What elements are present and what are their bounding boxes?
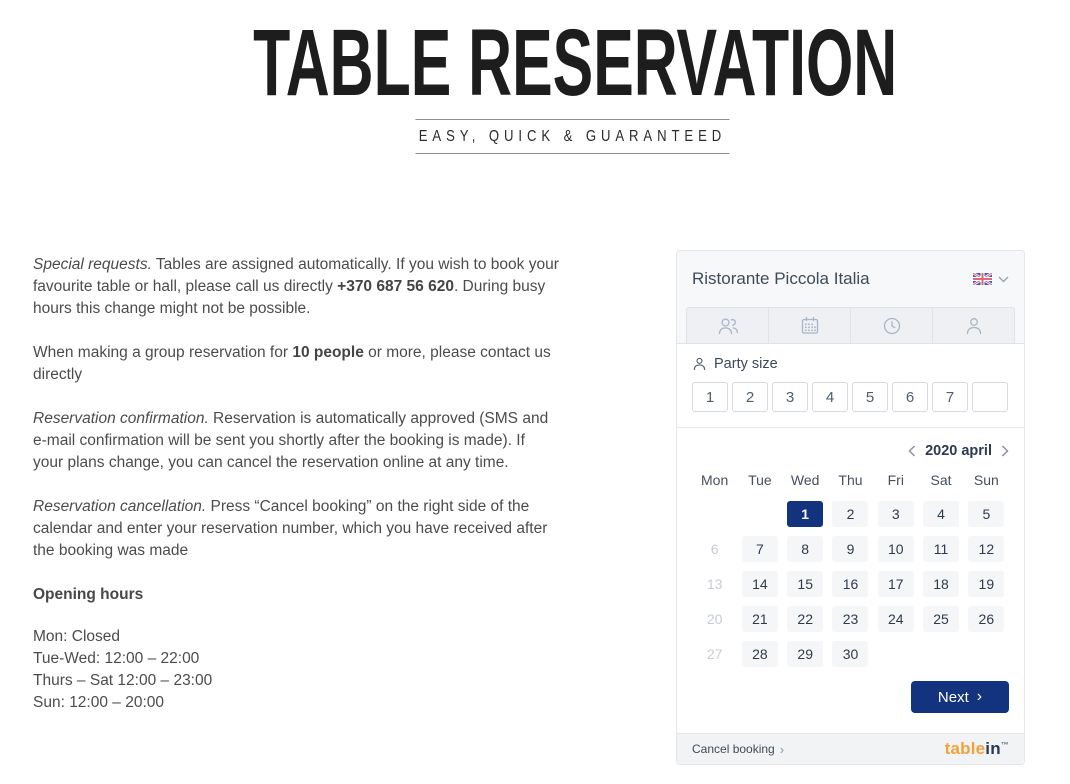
special-requests-text-2: . During busy hours this change might not be possible. (33, 278, 546, 317)
party-size-option-2[interactable]: 2 (732, 382, 768, 412)
calendar-day-16[interactable]: 16 (832, 571, 868, 597)
tab-date[interactable] (769, 308, 851, 343)
opening-hours-line: Mon: Closed (33, 628, 121, 645)
cancellation-lead: Reservation cancellation. (33, 498, 207, 515)
party-size-option-5[interactable]: 5 (852, 382, 888, 412)
calendar-day-10[interactable]: 10 (878, 536, 914, 562)
party-size-option-3[interactable]: 3 (772, 382, 808, 412)
calendar-day-2[interactable]: 2 (832, 501, 868, 527)
uk-flag-icon (973, 273, 992, 285)
weekday-wed: Wed (790, 472, 820, 488)
chevron-down-icon (998, 276, 1009, 283)
calendar-empty-cell (968, 641, 1004, 667)
calendar-nav (692, 442, 1009, 460)
cancel-booking-label: Cancel booking (692, 742, 775, 756)
calendar-empty-cell (923, 641, 959, 667)
weekday-sun: Sun (973, 472, 999, 488)
calendar-day-14[interactable]: 14 (742, 571, 778, 597)
next-month-button[interactable] (1001, 445, 1009, 457)
calendar-day-30[interactable]: 30 (832, 641, 868, 667)
next-chevron-icon: › (976, 687, 983, 705)
group-reservation-text-2: or more, please contact us directly (33, 344, 551, 383)
confirmation-lead: Reservation confirmation. (33, 410, 209, 427)
calendar-day-1-selected[interactable]: 1 (787, 501, 823, 527)
prev-month-button[interactable] (908, 445, 916, 457)
tab-time[interactable] (851, 308, 933, 343)
calendar-icon (799, 315, 821, 337)
calendar-day-23[interactable]: 23 (832, 606, 868, 632)
calendar-empty-cell (742, 501, 778, 527)
calendar-day-11[interactable]: 11 (923, 536, 959, 562)
opening-hours-line: Thurs – Sat 12:00 – 23:00 (33, 672, 213, 689)
opening-hours-line: Tue-Wed: 12:00 – 22:00 (33, 650, 200, 667)
party-size-option-7[interactable]: 7 (932, 382, 968, 412)
calendar-day-20-disabled: 20 (706, 611, 723, 627)
widget-header (677, 251, 1024, 344)
calendar-day-9[interactable]: 9 (832, 536, 868, 562)
person-icon (963, 315, 985, 337)
party-size-icon (692, 356, 707, 372)
calendar-day-26[interactable]: 26 (968, 606, 1004, 632)
calendar-day-4[interactable]: 4 (923, 501, 959, 527)
tablein-logo (945, 739, 1009, 759)
tablein-logo-in: in (985, 739, 1001, 758)
calendar-day-3[interactable]: 3 (878, 501, 914, 527)
weekday-sat: Sat (930, 472, 952, 488)
weekday-mon: Mon (701, 472, 729, 488)
people-icon (716, 315, 740, 337)
weekday-thu: Thu (838, 472, 863, 488)
cancellation-text: Press “Cancel booking” on the right side of the calendar and enter your reservation number, which you have received after the booking was made (33, 498, 548, 559)
special-requests-text: Tables are assigned automatically. If you wish to book your favourite table or hall, please call us directly (33, 256, 559, 295)
page-header (72, 10, 1070, 154)
confirmation-text: Reservation is automatically approved (SMS and e-mail confirmation will be sent you shortly after the booking is made). If your plans change, you can cancel the reservation online at any time. (33, 410, 549, 471)
paragraph-cancellation (33, 496, 559, 562)
paragraph-group-reservation (33, 342, 559, 386)
language-selector[interactable] (973, 273, 1009, 285)
weekday-fri: Fri (887, 472, 904, 488)
party-size-section (677, 344, 1024, 428)
paragraph-confirmation (33, 408, 559, 474)
widget-content (677, 344, 1024, 733)
cancel-booking-link[interactable] (692, 742, 784, 757)
calendar-day-28[interactable]: 28 (742, 641, 778, 667)
calendar-empty-cell (878, 641, 914, 667)
next-button-label: Next (937, 688, 969, 706)
cancel-chevron-icon: › (779, 741, 785, 757)
party-size-option-1[interactable]: 1 (692, 382, 728, 412)
calendar-day-8[interactable]: 8 (787, 536, 823, 562)
special-requests-lead: Special requests. (33, 256, 152, 273)
phone-number: +370 687 56 620 (337, 278, 454, 295)
tablein-logo-table: table (944, 739, 986, 758)
calendar-day-21[interactable]: 21 (742, 606, 778, 632)
calendar-day-24[interactable]: 24 (878, 606, 914, 632)
party-size-options (692, 382, 1009, 427)
party-size-option-4[interactable]: 4 (812, 382, 848, 412)
tab-party-size[interactable] (687, 308, 769, 343)
restaurant-name: Ristorante Piccola Italia (692, 269, 870, 288)
calendar-day-25[interactable]: 25 (923, 606, 959, 632)
page-subtitle: EASY, QUICK & GUARANTEED (415, 119, 729, 154)
weekday-tue: Tue (748, 472, 772, 488)
step-tabs (686, 307, 1015, 344)
party-size-label: Party size (714, 356, 778, 372)
calendar-day-7[interactable]: 7 (742, 536, 778, 562)
booking-widget (676, 250, 1025, 765)
calendar-day-19[interactable]: 19 (968, 571, 1004, 597)
info-text (33, 254, 559, 714)
paragraph-special-requests (33, 254, 559, 320)
next-button[interactable] (911, 681, 1009, 713)
tab-contact-details[interactable] (933, 308, 1014, 343)
opening-hours-line: Sun: 12:00 – 20:00 (33, 694, 165, 711)
clock-icon (881, 315, 903, 337)
calendar-day-27-disabled: 27 (706, 646, 723, 662)
opening-hours-title: Opening hours (33, 586, 144, 603)
calendar-month-label: 2020 april (925, 443, 992, 459)
opening-hours-list (33, 626, 559, 714)
calendar-day-22[interactable]: 22 (787, 606, 823, 632)
calendar-day-12[interactable]: 12 (968, 536, 1004, 562)
calendar-weekdays (692, 472, 1009, 488)
calendar-grid (692, 501, 1009, 667)
party-size-option-6[interactable]: 6 (892, 382, 928, 412)
tablein-logo-tm: ™ (1000, 740, 1009, 750)
calendar-day-13-disabled: 13 (706, 576, 723, 592)
widget-footer (677, 733, 1024, 764)
calendar-day-18[interactable]: 18 (923, 571, 959, 597)
party-size-custom-input[interactable] (972, 382, 1008, 412)
page-subtitle-wrap (415, 119, 729, 154)
calendar-day-15[interactable]: 15 (787, 571, 823, 597)
calendar-empty-cell (697, 501, 733, 527)
group-reservation-text: When making a group reservation for (33, 344, 293, 361)
page-title: TABLE RESERVATION (253, 10, 898, 116)
calendar-day-6-disabled: 6 (710, 541, 719, 557)
calendar-day-29[interactable]: 29 (787, 641, 823, 667)
calendar-day-17[interactable]: 17 (878, 571, 914, 597)
calendar-day-5[interactable]: 5 (968, 501, 1004, 527)
group-size-bold: 10 people (292, 344, 364, 361)
